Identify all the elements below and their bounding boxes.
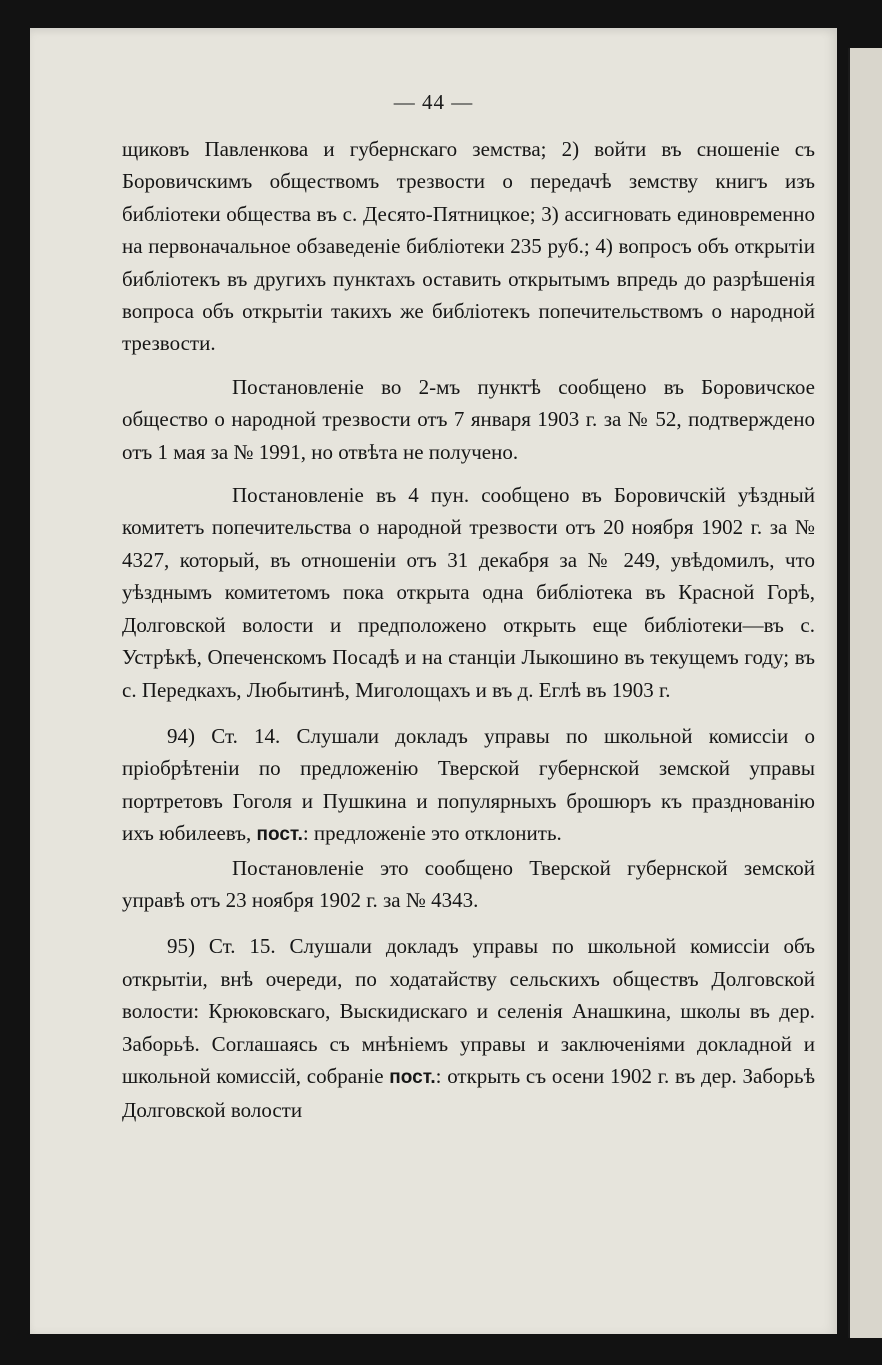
body-text	[122, 133, 815, 1127]
item-95-text: 95) Ст. 15. Слушали докладъ управы по школьной комиссіи объ открытіи, внѣ очереди, по ходатайству сельскихъ обществъ Долговской волости: Крюковскаго, Выскидискаго и селенія Анашкина, школы въ дер. Заборьѣ. Соглашаясь съ мнѣніемъ управы и заключеніями докладной и школьной комиссій, собраніе	[122, 934, 815, 1088]
item-94-decision: : предложеніе это отклонить.	[302, 821, 562, 846]
document-page	[30, 28, 837, 1334]
paragraph-item-95	[122, 930, 815, 1126]
page-number: — 44 —	[393, 90, 474, 114]
item-94-resolved-marker: пост.	[256, 824, 303, 846]
adjacent-page-edge	[848, 48, 882, 1338]
paragraph-continuation: щиковъ Павленкова и губернскаго земства; 2) войти въ сношеніе съ Боровичскимъ обществомъ трезвости о передачѣ земству книгъ изъ библіотеки общества въ с. Десято-Пятницкое; 3) ассигновать единовременно на первоначальное обзаведеніе библіотеки 235 руб.; 4) вопросъ объ открытіи библіотекъ въ другихъ пунктахъ оставить открытымъ впредь до разрѣшенія вопроса объ открытіи такихъ же библіотекъ попечительствомъ о народной трезвости.	[122, 137, 815, 356]
paragraph-resolution-point-4: Постановленіе въ 4 пун. сообщено въ Боровичскій уѣздный комитетъ попечительства о народной трезвости отъ 20 ноября 1902 г. за № 4327, который, въ отношеніи отъ 31 декабря за № 249, увѣдомилъ, что уѣзднымъ комитетомъ пока открыта одна библіотека въ Красной Горѣ, Долговской волости и предположено открыть еще библіотеки—въ с. Устрѣкѣ, Опеченскомъ Посадѣ и на станціи Лыкошино въ текущемъ году; въ с. Передкахъ, Любытинѣ, Миголощахъ и въ д. Еглѣ въ 1903 г.	[122, 483, 815, 702]
paragraph-item-94	[122, 720, 815, 852]
item-95-decision: : открыть съ осени 1902 г. въ дер. Заборьѣ Долговской волости	[122, 1063, 816, 1123]
item-94-text: 94) Ст. 14. Слушали докладъ управы по школьной комиссіи о пріобрѣтеніи по предложенію Тверской губернской земской управы портретовъ Гоголя и Пушкина и популярныхъ брошюръ къ празднованію ихъ юбилеевъ,	[122, 723, 815, 846]
item-95-resolved-marker: пост.	[389, 1066, 436, 1088]
paragraph-resolution-point-2: Постановленіе во 2-мъ пунктѣ сообщено въ Боровичское общество о народной трезвости отъ 7 января 1903 г. за № 52, подтверждено отъ 1 мая за № 1991, но отвѣта не получено.	[122, 374, 815, 464]
paragraph-resolution-item-94: Постановленіе это сообщено Тверской губернской земской управѣ отъ 23 ноября 1902 г. за № 4343.	[122, 855, 815, 912]
